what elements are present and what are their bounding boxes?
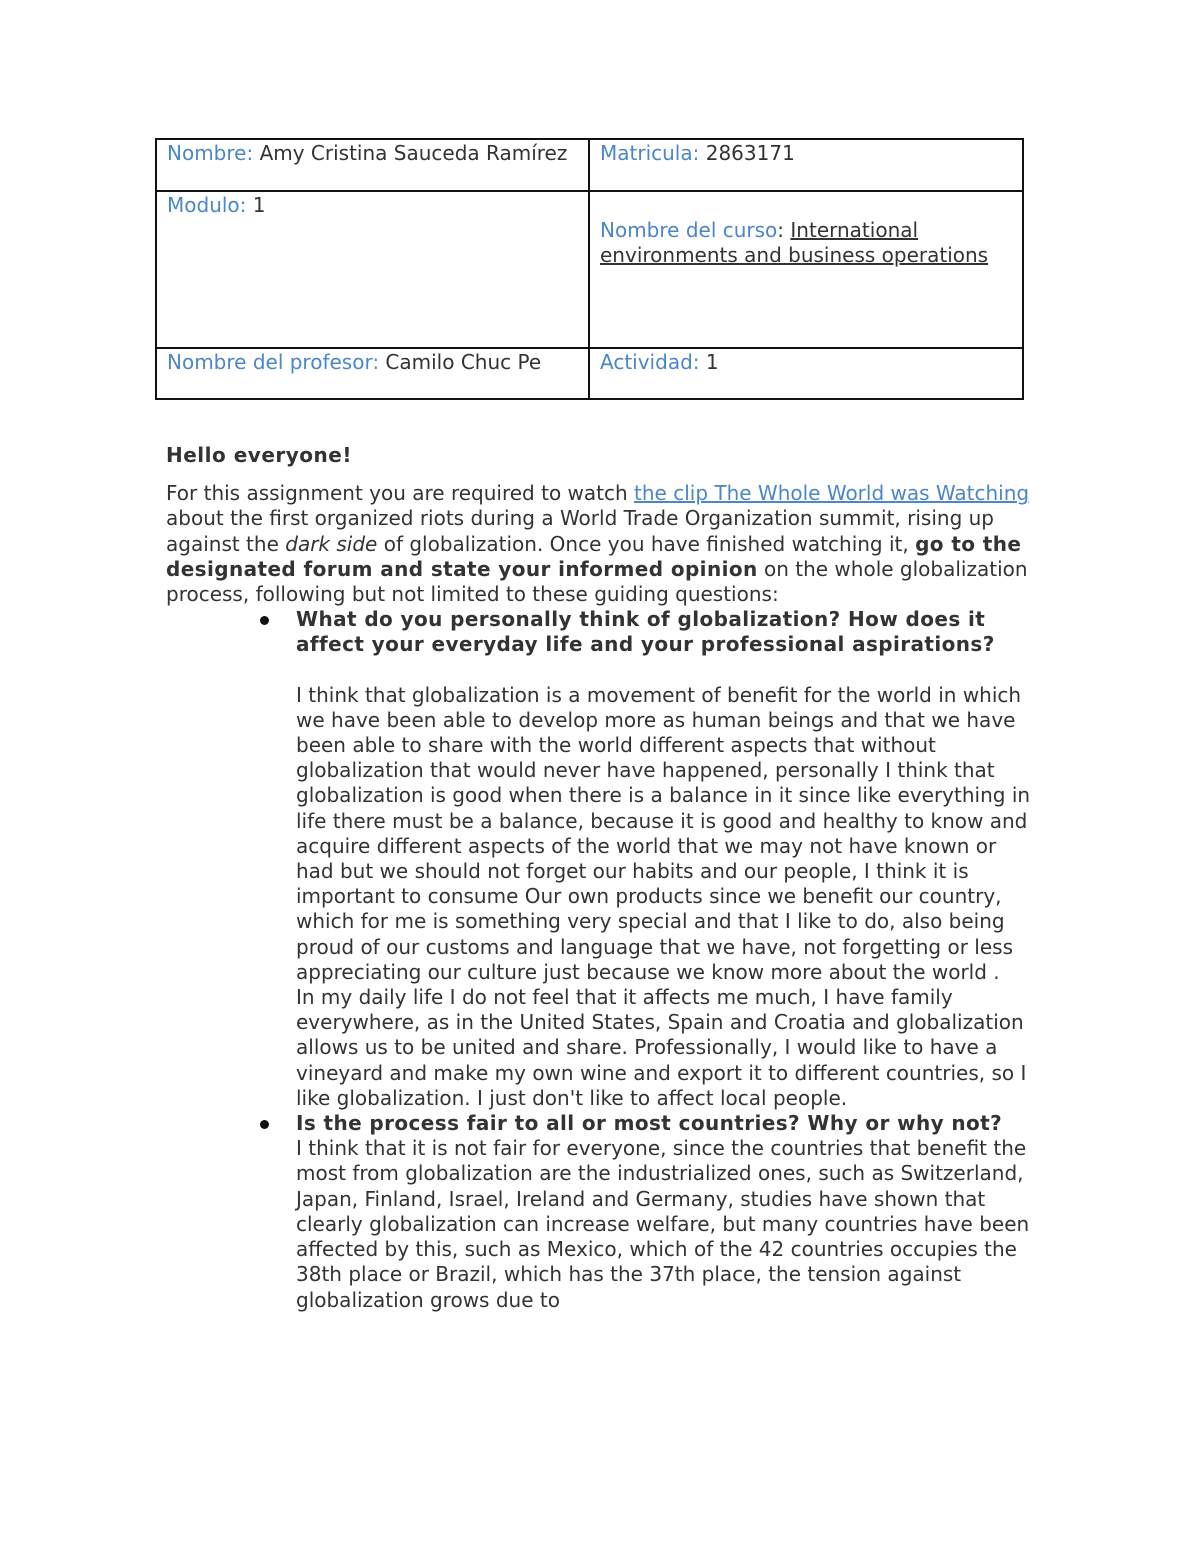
nombre-label: Nombre: [167,141,254,165]
curso-value: International environments and business operations [600,218,989,267]
question-2: Is the process fair to all or most countries? Why or why not? [296,1111,1003,1136]
actividad-value: 1 [705,350,719,374]
matricula-cell [589,139,1023,191]
curso-colon: : [777,218,785,242]
actividad-cell [589,348,1023,399]
intro-paragraph [166,481,1046,607]
modulo-value: 1 [252,193,266,217]
intro-text-1: For this assignment you are required to watch [166,481,635,506]
clip-link[interactable]: the clip The Whole World was Watching [634,481,1030,506]
matricula-label: Matricula: [600,141,700,165]
actividad-label: Actividad: [600,350,700,374]
assignment-body [166,443,1046,1313]
answer-1-part-1: I think that globalization is a movement of benefit for the world in which we have been able to develop more as human beings and that we have been able to share with the world different aspects that without globalization that would never have happened, personally I think that globalization is good when there is a balance in it since like everything in life there must be a balance, because it is good and healthy to know and acquire different aspects of the world that we may not have known or had but we should not forget our habits and our people, I think it is important to consume Our own products since we benefit our country, which for me is something very special and that I like to do, also being proud of our customs and language that we have, not forgetting or less appreciating our culture just because we know more about the world . [296,682,1031,984]
greeting: Hello everyone! [166,443,352,467]
matricula-value: 2863171 [705,141,795,165]
intro-text-4: on the whole globalization process, following but not limited to these guiding questions: [166,556,1028,607]
modulo-label: Modulo: [167,193,247,217]
modulo-cell [156,191,589,348]
answer-1-part-2: In my daily life I do not feel that it affects me much, I have family everywhere, as in the United States, Spain and Croatia and globalization allows us to be united and share. Professionally, I would like to have a vineyard and make my own wine and export it to different countries, so I like globalization. I just don't like to affect local people. [296,985,1027,1110]
profesor-label: Nombre del profesor: [167,350,380,374]
intro-text-2: about the first organized riots during a World Trade Organization summit, rising up against the [166,506,994,556]
profesor-cell [156,348,589,399]
intro-italic: dark side [285,531,378,556]
bullet-icon [260,1120,269,1129]
question-list [166,607,1046,1312]
profesor-value: Camilo Chuc Pe [385,350,542,374]
curso-label: Nombre del curso [600,218,778,242]
course-cell [589,191,1023,348]
list-item [166,1111,1036,1313]
list-item [166,607,1036,1111]
question-1: What do you personally think of globalization? How does it affect your everyday life and your professional aspirations? [296,607,995,657]
answer-2-part-1: I think that it is not fair for everyone, since the countries that benefit the most from globalization are the industrialized ones, such as Switzerland, Japan, Finland, Israel, Ireland and Germany, studies have shown that clearly globalization can increase welfare, but many countries have been affected by this, such as Mexico, which of the 42 countries occupies the 38th place or Brazil, which has the 37th place, the tension against globalization grows due to [296,1136,1030,1312]
student-name-cell [156,139,589,191]
nombre-value: Amy Cristina Sauceda Ramírez [259,141,568,165]
student-info-table [155,138,1024,400]
intro-text-3: of globalization. Once you have finished watching it, [377,531,916,556]
bullet-icon [260,616,269,625]
intro-bold: go to the designated forum and state your informed opinion [166,531,1022,581]
